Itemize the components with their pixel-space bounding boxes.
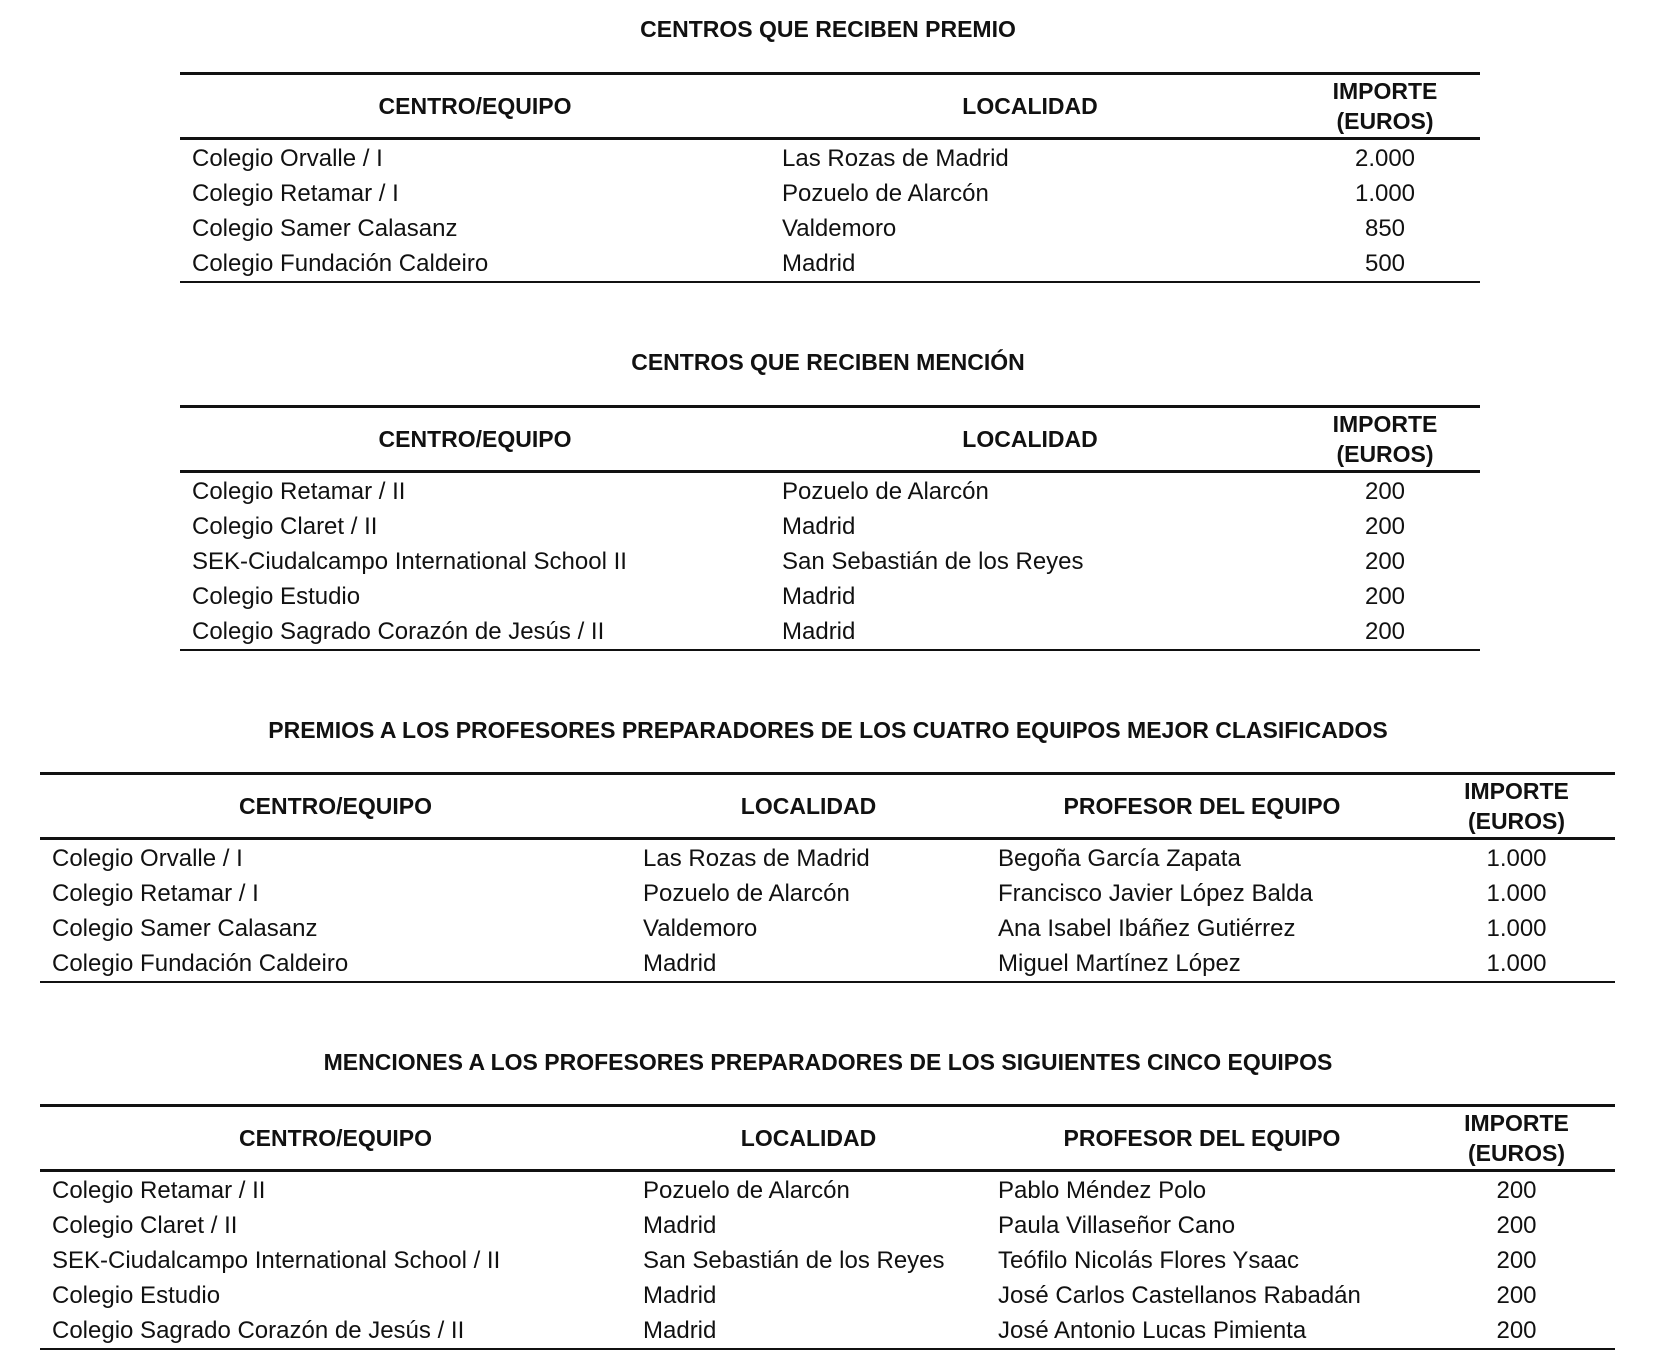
cell-centro: Colegio Sagrado Corazón de Jesús / II <box>180 614 770 650</box>
teacher-awards-table <box>40 772 1615 983</box>
table-row <box>180 509 1480 544</box>
cell-localidad: San Sebastián de los Reyes <box>782 548 1084 575</box>
cell-localidad: Madrid <box>782 513 856 540</box>
cell-importe: 500 <box>1290 246 1480 282</box>
cell-importe: 200 <box>1364 478 1406 505</box>
cell-profesor: Paula Villaseñor Cano <box>998 1212 1236 1239</box>
cell-localidad: Madrid <box>643 1212 717 1239</box>
table-row <box>40 876 1615 911</box>
table-row <box>180 614 1480 650</box>
cell-profesor: Francisco Javier López Balda <box>998 880 1313 907</box>
table-row <box>180 176 1480 211</box>
cell-localidad: Las Rozas de Madrid <box>782 145 1009 172</box>
cell-centro: Colegio Estudio <box>52 1282 221 1309</box>
cell-importe: 200 <box>1496 1247 1537 1274</box>
cell-centro: Colegio Fundación Caldeiro <box>180 246 770 282</box>
header-localidad: LOCALIDAD <box>770 74 1290 139</box>
cell-centro: Colegio Claret / II <box>52 1212 238 1239</box>
cell-importe: 200 <box>1418 1313 1615 1349</box>
cell-localidad: Madrid <box>770 614 1290 650</box>
cell-localidad: Madrid <box>770 246 1290 282</box>
cell-profesor: Miguel Martínez López <box>986 946 1418 982</box>
cell-importe: 200 <box>1364 548 1406 575</box>
cell-importe: 200 <box>1364 513 1406 540</box>
cell-importe: 1.000 <box>1354 180 1416 207</box>
header-localidad: LOCALIDAD <box>770 407 1290 472</box>
table-row <box>40 839 1615 877</box>
cell-centro: Colegio Retamar / I <box>52 880 259 907</box>
cell-localidad: Valdemoro <box>643 915 758 942</box>
cell-importe: 2.000 <box>1354 145 1416 172</box>
cell-importe: 1.000 <box>1486 845 1547 872</box>
cell-localidad: Pozuelo de Alarcón <box>643 1177 850 1204</box>
cell-importe: 1.000 <box>1486 880 1547 907</box>
awards-table <box>180 72 1480 283</box>
cell-localidad: Pozuelo de Alarcón <box>782 478 989 505</box>
section-title: PREMIOS A LOS PROFESORES PREPARADORES DE LOS CUATRO EQUIPOS MEJOR CLASIFICADOS <box>268 717 1388 743</box>
cell-profesor: Ana Isabel Ibáñez Gutiérrez <box>998 915 1296 942</box>
cell-profesor: José Carlos Castellanos Rabadán <box>998 1282 1361 1309</box>
table-row <box>40 911 1615 946</box>
table-row <box>180 246 1480 282</box>
cell-centro: Colegio Claret / II <box>192 513 378 540</box>
cell-localidad: Pozuelo de Alarcón <box>782 180 989 207</box>
table-row <box>180 211 1480 246</box>
header-importe: IMPORTE (EUROS) <box>1290 407 1480 472</box>
table-row <box>180 544 1480 579</box>
header-localidad: LOCALIDAD <box>631 774 986 839</box>
table-row <box>180 472 1480 510</box>
header-centro-equipo: CENTRO/EQUIPO <box>40 774 631 839</box>
cell-importe: 850 <box>1364 215 1406 242</box>
cell-centro: SEK-Ciudalcampo International School II <box>192 548 627 575</box>
cell-importe: 1.000 <box>1418 946 1615 982</box>
section-title: CENTROS QUE RECIBEN MENCIÓN <box>631 349 1025 375</box>
cell-centro: Colegio Retamar / II <box>192 478 406 505</box>
cell-localidad: Pozuelo de Alarcón <box>643 880 850 907</box>
header-centro-equipo: CENTRO/EQUIPO <box>180 74 770 139</box>
mentions-table <box>180 405 1480 651</box>
cell-importe: 1.000 <box>1486 915 1547 942</box>
cell-localidad: Madrid <box>631 946 986 982</box>
cell-centro: Colegio Fundación Caldeiro <box>40 946 631 982</box>
cell-centro: Colegio Orvalle / I <box>192 145 383 172</box>
cell-importe: 200 <box>1496 1177 1537 1204</box>
cell-profesor: Begoña García Zapata <box>998 845 1241 872</box>
header-importe: IMPORTE (EUROS) <box>1290 74 1480 139</box>
cell-profesor: Pablo Méndez Polo <box>998 1177 1207 1204</box>
table-header-row <box>180 74 1480 139</box>
header-centro-equipo: CENTRO/EQUIPO <box>180 407 770 472</box>
table-row <box>40 1278 1615 1313</box>
cell-localidad: Madrid <box>782 583 856 610</box>
table-row <box>40 946 1615 982</box>
cell-localidad: Madrid <box>631 1313 986 1349</box>
table-header-row <box>40 774 1615 839</box>
cell-localidad: Las Rozas de Madrid <box>643 845 870 872</box>
cell-centro: Colegio Retamar / II <box>52 1177 266 1204</box>
table-row <box>40 1243 1615 1278</box>
table-row <box>40 1208 1615 1243</box>
cell-centro: Colegio Samer Calasanz <box>192 215 458 242</box>
table-header-row <box>180 407 1480 472</box>
teacher-mentions-table <box>40 1104 1615 1350</box>
header-importe: IMPORTE (EUROS) <box>1418 774 1615 839</box>
cell-centro: SEK-Ciudalcampo International School / II <box>52 1247 501 1274</box>
cell-importe: 200 <box>1290 614 1480 650</box>
table-row <box>180 579 1480 614</box>
cell-profesor: Teófilo Nicolás Flores Ysaac <box>998 1247 1300 1274</box>
cell-localidad: Valdemoro <box>782 215 897 242</box>
header-profesor: PROFESOR DEL EQUIPO <box>986 1106 1418 1171</box>
header-profesor: PROFESOR DEL EQUIPO <box>986 774 1418 839</box>
table-header-row <box>40 1106 1615 1171</box>
table-row <box>40 1171 1615 1209</box>
table-row <box>40 1313 1615 1349</box>
header-centro-equipo: CENTRO/EQUIPO <box>40 1106 631 1171</box>
cell-importe: 200 <box>1496 1212 1537 1239</box>
cell-centro: Colegio Samer Calasanz <box>52 915 318 942</box>
section-title: MENCIONES A LOS PROFESORES PREPARADORES DE LOS SIGUIENTES CINCO EQUIPOS <box>323 1049 1333 1075</box>
cell-localidad: San Sebastián de los Reyes <box>643 1247 945 1274</box>
cell-importe: 200 <box>1364 583 1406 610</box>
cell-localidad: Madrid <box>643 1282 717 1309</box>
cell-centro: Colegio Sagrado Corazón de Jesús / II <box>40 1313 631 1349</box>
section-title: CENTROS QUE RECIBEN PREMIO <box>640 16 1016 42</box>
header-importe: IMPORTE (EUROS) <box>1418 1106 1615 1171</box>
table-row <box>180 139 1480 177</box>
cell-profesor: José Antonio Lucas Pimienta <box>986 1313 1418 1349</box>
cell-importe: 200 <box>1496 1282 1537 1309</box>
cell-centro: Colegio Orvalle / I <box>52 845 243 872</box>
cell-centro: Colegio Retamar / I <box>192 180 399 207</box>
cell-centro: Colegio Estudio <box>192 583 361 610</box>
header-localidad: LOCALIDAD <box>631 1106 986 1171</box>
